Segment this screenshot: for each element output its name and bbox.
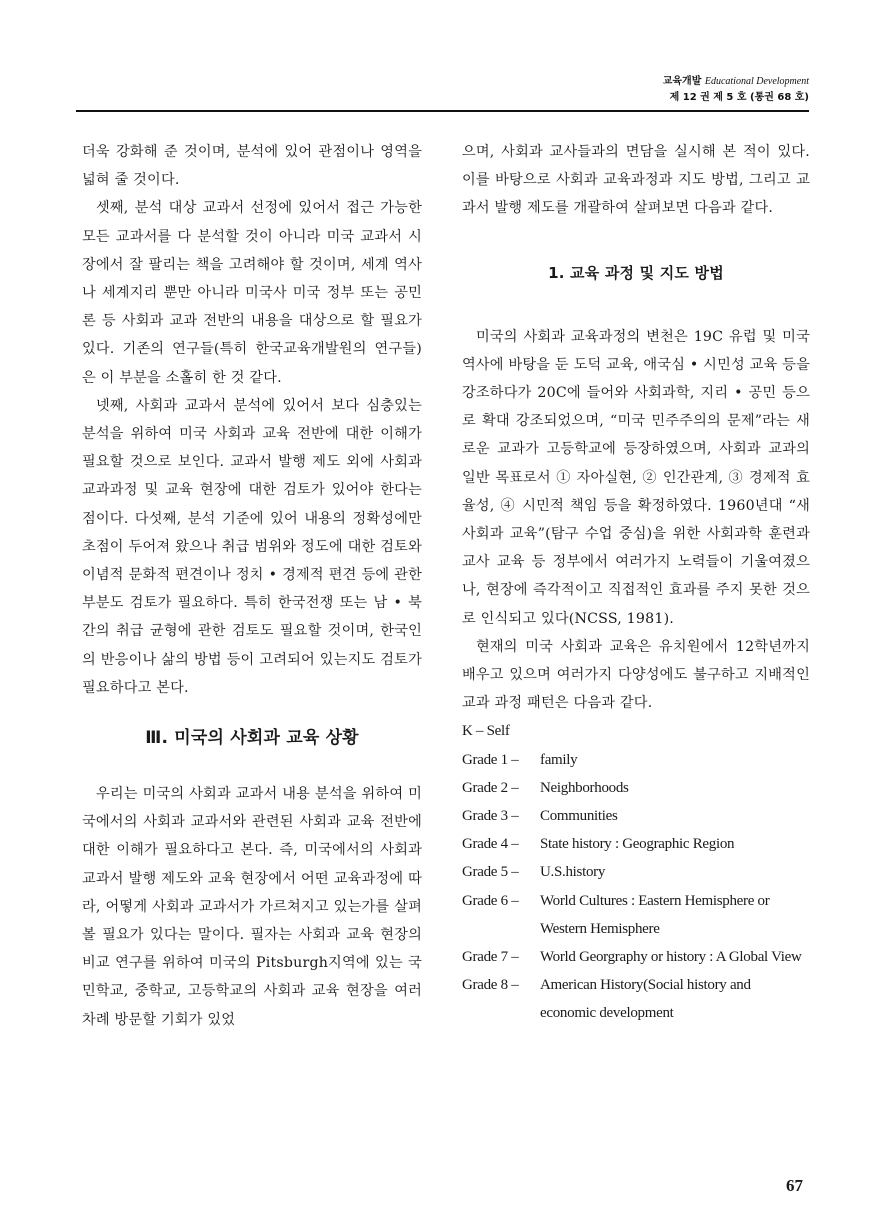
grade-label: Grade 3 – — [462, 808, 519, 825]
issue-info: 제 12 권 제 5 호 (통권 68 호) — [669, 92, 809, 103]
paragraph: 미국의 사회과 교육과정의 변천은 19C 유럽 및 미국 역사에 바탕을 둔 도덕 교육, 애국심 • 시민성 교육 등을 강조하다가 20C에 들어와 사회과학, 지리 • 공민 등으로 확대 강조되었으며, “미국 민주주의의 문제”라는 새로운 교과가 고등학교에 등장하였으며, 사회과 교과의 일반 목표로서 ① 자아실현, ② 인간관계, ③ 경제적 효율성, ④ 시민적 책임 등을 확정하였다. 1960년대 “새 사회과 교육”(탐구 수업 중심)을 위한 사회과학 훈련과 교사 교육 등 정부에서 여러가지 노력들이 기울여졌으나, 현장에 즉각적이고 직접적인 효과를 주지 못한 것으로 인식되고 있다(NCSS, 1981). — [462, 328, 810, 627]
grade-item — [462, 717, 810, 745]
paragraph: 넷째, 사회과 교과서 분석에 있어서 보다 심충있는 분석을 위하여 미국 사회과 교육 전반에 대한 이해가 필요할 것으로 보인다. 교과서 발행 제도 외에 사회과 교과과정 및 교육 현장에 대한 검토가 있어야 한다는 점이다. 다섯째, 분석 기준에 있어 내용의 정확성에만 초점이 두어져 왔으나 취급 범위와 정도에 대한 검토와 이념적 문화적 편견이나 정치 • 경제적 편견 등에 관한 부분도 검토가 필요하다. 특히 한국전쟁 또는 남 • 북간의 취급 균형에 관한 검토도 필요할 것이며, 한국인의 반응이나 삶의 방법 등이 고려되어 있는지도 검토가 필요하다고 본다. — [82, 397, 422, 696]
grade-item — [462, 971, 810, 1027]
grade-label: Grade 1 – — [462, 751, 519, 768]
section-heading: Ⅲ. 미국의 사회과 교육 상황 — [145, 728, 359, 749]
paragraph: 더욱 강화해 준 것이며, 분석에 있어 관점이나 영역을 넓혀 줄 것이다. — [82, 144, 422, 189]
grade-label: Grade 2 – — [462, 779, 519, 796]
grade-label: Grade 8 – — [462, 977, 519, 994]
running-header — [663, 74, 809, 106]
grade-desc: Communities — [540, 808, 618, 825]
grade-item — [462, 774, 810, 802]
journal-name-en: Educational Development — [704, 76, 809, 87]
grade-desc — [510, 717, 810, 745]
grade-desc: family — [540, 751, 578, 768]
grade-desc: World Georgraphy or history : A Global View — [540, 949, 802, 966]
grade-desc: State history : Geographic Region — [540, 836, 735, 853]
grade-label: Grade 5 – — [462, 864, 519, 881]
grade-item — [462, 887, 810, 943]
grade-label: Grade 4 – — [462, 836, 519, 853]
paragraph: 으며, 사회과 교사들과의 면담을 실시해 본 적이 있다. 이를 바탕으로 사회과 교육과정과 지도 방법, 그리고 교과서 발행 제도를 개괄하여 살펴보면 다음과 같다. — [462, 144, 810, 217]
grade-desc: American History(Social history and economic development — [540, 977, 751, 1022]
header-rule — [76, 110, 809, 112]
grade-desc: World Cultures : Eastern Hemisphere or Western Hemisphere — [540, 892, 770, 937]
grade-item — [462, 858, 810, 886]
grade-label: K – Self — [462, 723, 510, 740]
grade-desc: U.S.history — [540, 864, 606, 881]
page-number: 67 — [786, 1176, 803, 1195]
grade-item — [462, 802, 810, 830]
grade-item — [462, 830, 810, 858]
grade-label: Grade 6 – — [462, 892, 519, 909]
paragraph: 셋째, 분석 대상 교과서 선정에 있어서 접근 가능한 모든 교과서를 다 분석할 것이 아니라 미국 교과서 시장에서 잘 팔리는 책을 고려해야 할 것이며, 세계 역사나 세계지리 뿐만 아니라 미국사 미국 정부 또는 공민론 등 사회과 교과 전반의 내용을 대상으로 할 필요가 있다. 기존의 연구들(특히 한국교육개발원의 연구들)은 이 부분을 소홀히 한 것 같다. — [82, 200, 422, 386]
grade-desc: Neighborhoods — [540, 779, 629, 796]
subsection-heading: 1. 교육 과정 및 지도 방법 — [548, 263, 724, 282]
right-column — [462, 138, 810, 1028]
journal-name: 교육개발 Educational Development — [662, 76, 809, 87]
grade-item — [462, 943, 810, 971]
left-column — [82, 138, 422, 1034]
paragraph: 우리는 미국의 사회과 교과서 내용 분석을 위하여 미국에서의 사회과 교과서와 관련된 사회과 교육 전반에 대한 이해가 필요하다고 본다. 즉, 미국에서의 사회과 교과서 발행 제도와 교육 현장에서 어떤 교육과정에 따라, 어떻게 사회과 교과서가 가르쳐지고 있는가를 살펴볼 필요가 있다는 말이다. 필자는 사회과 교육 현장의 비교 연구를 위하여 미국의 Pitsburgh지역에 있는 국민학교, 중학교, 고등학교의 사회과 교육 현장을 여러 차례 방문할 기회가 있었 — [82, 786, 422, 1028]
grade-label: Grade 7 – — [462, 949, 519, 966]
paragraph: 현재의 미국 사회과 교육은 유치원에서 12학년까지 배우고 있으며 여러가지 다양성에도 불구하고 지배적인 교과 과정 패턴은 다음과 같다. — [462, 638, 810, 712]
grade-item — [462, 746, 810, 774]
grade-list — [462, 717, 810, 1027]
